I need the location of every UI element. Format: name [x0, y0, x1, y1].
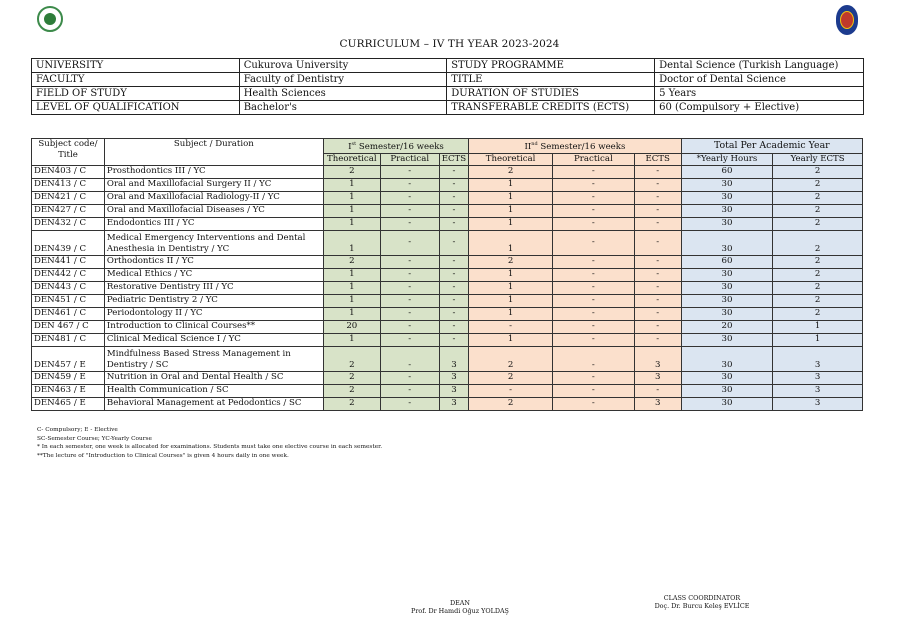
- subject-code: DEN427 / C: [32, 204, 105, 217]
- info-label: LEVEL OF QUALIFICATION: [32, 101, 240, 115]
- sem2-ects: 3: [634, 397, 681, 410]
- sem2-ects: -: [634, 281, 681, 294]
- table-row: [32, 255, 863, 268]
- sem1-ects: -: [439, 333, 468, 346]
- header-total: Total Per Academic Year: [681, 139, 862, 154]
- sem2-ects: -: [634, 384, 681, 397]
- subject-code: DEN 467 / C: [32, 320, 105, 333]
- subject-name: Clinical Medical Science I / YC: [104, 333, 323, 346]
- subject-code: DEN403 / C: [32, 165, 105, 178]
- table-row: [32, 268, 863, 281]
- yearly-ects: 3: [773, 346, 863, 371]
- info-row: [32, 101, 864, 115]
- table-row: [32, 333, 863, 346]
- subject-name: Endodontics III / YC: [104, 217, 323, 230]
- subject-code: DEN459 / E: [32, 371, 105, 384]
- info-row: [32, 59, 864, 73]
- university-seal-icon: [37, 6, 63, 32]
- sem1-theoretical: 1: [323, 294, 380, 307]
- yearly-hours: 30: [681, 397, 773, 410]
- yearly-ects: 2: [773, 268, 863, 281]
- table-row: [32, 230, 863, 255]
- sem2-practical: -: [552, 178, 634, 191]
- yearly-hours: 30: [681, 333, 773, 346]
- faculty-emblem-icon: [836, 5, 858, 35]
- info-label: DURATION OF STUDIES: [447, 87, 655, 101]
- info-label: STUDY PROGRAMME: [447, 59, 655, 73]
- header-theoretical-2: Theoretical: [469, 153, 553, 165]
- sem2-ects: -: [634, 333, 681, 346]
- sem1-ects: -: [439, 165, 468, 178]
- yearly-hours: 60: [681, 165, 773, 178]
- yearly-hours: 30: [681, 281, 773, 294]
- sem1-theoretical: 1: [323, 281, 380, 294]
- subject-name: Restorative Dentistry III / YC: [104, 281, 323, 294]
- yearly-hours: 30: [681, 268, 773, 281]
- sem1-theoretical: 1: [323, 178, 380, 191]
- subject-name: Oral and Maxillofacial Radiology-II / YC: [104, 191, 323, 204]
- sem1-theoretical: 2: [323, 255, 380, 268]
- header-practical-1: Practical: [380, 153, 439, 165]
- sem2-theoretical: 1: [469, 294, 553, 307]
- sem1-practical: -: [380, 204, 439, 217]
- sem2-ects: -: [634, 294, 681, 307]
- dean-title: DEAN: [450, 599, 470, 607]
- sem2-theoretical: 1: [469, 217, 553, 230]
- sem2-theoretical: 1: [469, 281, 553, 294]
- subject-name-line: Medical Emergency Interventions and Dental: [106, 232, 306, 243]
- subject-code: DEN441 / C: [32, 255, 105, 268]
- sem1-ects: -: [439, 307, 468, 320]
- subject-name: [104, 346, 323, 371]
- sem1-practical: -: [380, 178, 439, 191]
- subject-code: DEN442 / C: [32, 268, 105, 281]
- subject-code: DEN465 / E: [32, 397, 105, 410]
- table-row: [32, 307, 863, 320]
- sem1-ects: 3: [439, 397, 468, 410]
- yearly-ects: 2: [773, 217, 863, 230]
- subject-name: Nutrition in Oral and Dental Health / SC: [104, 371, 323, 384]
- sem1-practical: -: [380, 165, 439, 178]
- subject-code: DEN432 / C: [32, 217, 105, 230]
- sem1-ects: 3: [439, 371, 468, 384]
- info-value: Cukurova University: [239, 59, 447, 73]
- sem2-theoretical: 1: [469, 230, 553, 255]
- yearly-hours: 30: [681, 191, 773, 204]
- sem2-practical: -: [552, 346, 634, 371]
- sem2-practical: -: [552, 204, 634, 217]
- curriculum-table: [31, 138, 863, 411]
- yearly-hours: 30: [681, 230, 773, 255]
- sem2-practical: -: [552, 268, 634, 281]
- info-value: Dental Science (Turkish Language): [655, 59, 864, 73]
- yearly-ects: 3: [773, 397, 863, 410]
- sem2-theoretical: 2: [469, 165, 553, 178]
- sem2-practical: -: [552, 397, 634, 410]
- subject-code: DEN451 / C: [32, 294, 105, 307]
- yearly-ects: 2: [773, 281, 863, 294]
- sem1-practical: -: [380, 281, 439, 294]
- subject-name: Orthodontics II / YC: [104, 255, 323, 268]
- sem2-ects: -: [634, 191, 681, 204]
- info-value: Health Sciences: [239, 87, 447, 101]
- yearly-ects: 3: [773, 384, 863, 397]
- subject-name: Introduction to Clinical Courses**: [104, 320, 323, 333]
- yearly-hours: 30: [681, 204, 773, 217]
- footnotes: [37, 426, 382, 460]
- subject-name: Oral and Maxillofacial Surgery II / YC: [104, 178, 323, 191]
- info-value: Faculty of Dentistry: [239, 73, 447, 87]
- sem1-practical: -: [380, 397, 439, 410]
- subject-code: DEN457 / E: [32, 346, 105, 371]
- yearly-ects: 2: [773, 165, 863, 178]
- yearly-ects: 2: [773, 230, 863, 255]
- sem2-practical: -: [552, 191, 634, 204]
- subject-name: Oral and Maxillofacial Diseases / YC: [104, 204, 323, 217]
- yearly-ects: 3: [773, 371, 863, 384]
- sem2-theoretical: 1: [469, 333, 553, 346]
- sem1-ects: 3: [439, 346, 468, 371]
- sem2-theoretical: 1: [469, 307, 553, 320]
- sem1-theoretical: 2: [323, 346, 380, 371]
- table-row: [32, 165, 863, 178]
- sem2-ects: -: [634, 217, 681, 230]
- subject-code: DEN439 / C: [32, 230, 105, 255]
- sem1-ects: -: [439, 204, 468, 217]
- sem1-ects: -: [439, 230, 468, 255]
- sem2-practical: -: [552, 371, 634, 384]
- sem1-practical: -: [380, 320, 439, 333]
- subject-code: DEN463 / E: [32, 384, 105, 397]
- info-value: 60 (Compulsory + Elective): [655, 101, 864, 115]
- table-row: [32, 281, 863, 294]
- sem2-theoretical: 2: [469, 371, 553, 384]
- subject-name: Health Communication / SC: [104, 384, 323, 397]
- table-row: [32, 397, 863, 410]
- info-value: 5 Years: [655, 87, 864, 101]
- subject-name: Periodontology II / YC: [104, 307, 323, 320]
- sem1-theoretical: 2: [323, 397, 380, 410]
- sem2-ects: -: [634, 165, 681, 178]
- sem2-practical: -: [552, 294, 634, 307]
- yearly-ects: 2: [773, 178, 863, 191]
- info-row: [32, 73, 864, 87]
- subject-name: [104, 230, 323, 255]
- header-semester-2: IInd Semester/16 weeks: [469, 139, 681, 154]
- sem1-theoretical: 2: [323, 371, 380, 384]
- sem2-practical: -: [552, 230, 634, 255]
- sem1-practical: -: [380, 217, 439, 230]
- sem2-practical: -: [552, 384, 634, 397]
- yearly-ects: 2: [773, 204, 863, 217]
- info-label: TITLE: [447, 73, 655, 87]
- table-row: [32, 217, 863, 230]
- sem1-practical: -: [380, 307, 439, 320]
- sem2-practical: -: [552, 333, 634, 346]
- sem2-ects: 3: [634, 346, 681, 371]
- sem1-theoretical: 1: [323, 307, 380, 320]
- sem2-theoretical: 2: [469, 397, 553, 410]
- sem1-ects: -: [439, 320, 468, 333]
- yearly-hours: 30: [681, 384, 773, 397]
- sem2-ects: -: [634, 268, 681, 281]
- sem1-practical: -: [380, 294, 439, 307]
- subject-name: Behavioral Management at Pedodontics / SC: [104, 397, 323, 410]
- subject-name: Prosthodontics III / YC: [104, 165, 323, 178]
- header-subject: Subject / Duration: [104, 139, 323, 166]
- programme-info-table: [31, 58, 864, 115]
- info-value: Doctor of Dental Science: [655, 73, 864, 87]
- sem1-ects: -: [439, 191, 468, 204]
- sem1-ects: -: [439, 281, 468, 294]
- subject-code: DEN421 / C: [32, 191, 105, 204]
- sem1-practical: -: [380, 346, 439, 371]
- header-yearly-hours: *Yearly Hours: [681, 153, 773, 165]
- sem1-ects: 3: [439, 384, 468, 397]
- sem2-practical: -: [552, 165, 634, 178]
- table-row: [32, 204, 863, 217]
- table-row: [32, 294, 863, 307]
- sem1-theoretical: 1: [323, 191, 380, 204]
- sem1-ects: -: [439, 255, 468, 268]
- sem1-ects: -: [439, 178, 468, 191]
- yearly-ects: 2: [773, 307, 863, 320]
- header-ects-1: ECTS: [439, 153, 468, 165]
- sem1-practical: -: [380, 384, 439, 397]
- sem1-practical: -: [380, 230, 439, 255]
- table-row: [32, 371, 863, 384]
- sem1-practical: -: [380, 191, 439, 204]
- sem1-practical: -: [380, 371, 439, 384]
- yearly-hours: 30: [681, 217, 773, 230]
- sem1-theoretical: 1: [323, 333, 380, 346]
- header-semester-1: Ist Semester/16 weeks: [323, 139, 468, 154]
- info-row: [32, 87, 864, 101]
- yearly-ects: 2: [773, 191, 863, 204]
- yearly-hours: 30: [681, 294, 773, 307]
- sem2-theoretical: -: [469, 384, 553, 397]
- table-row: [32, 320, 863, 333]
- sem2-ects: -: [634, 178, 681, 191]
- sem1-theoretical: 1: [323, 217, 380, 230]
- yearly-hours: 30: [681, 178, 773, 191]
- yearly-ects: 2: [773, 255, 863, 268]
- subject-code: DEN413 / C: [32, 178, 105, 191]
- sem2-practical: -: [552, 307, 634, 320]
- sem1-ects: -: [439, 268, 468, 281]
- sem1-theoretical: 1: [323, 230, 380, 255]
- table-row: [32, 178, 863, 191]
- info-label: TRANSFERABLE CREDITS (ECTS): [447, 101, 655, 115]
- sem1-theoretical: 1: [323, 268, 380, 281]
- header-practical-2: Practical: [552, 153, 634, 165]
- yearly-hours: 30: [681, 346, 773, 371]
- footnote-line: SC-Semester Course; YC-Yearly Course: [37, 435, 152, 442]
- sem2-practical: -: [552, 217, 634, 230]
- sem2-theoretical: 1: [469, 191, 553, 204]
- info-label: FACULTY: [32, 73, 240, 87]
- sem2-practical: -: [552, 255, 634, 268]
- yearly-hours: 60: [681, 255, 773, 268]
- sem2-theoretical: 1: [469, 268, 553, 281]
- sem2-ects: -: [634, 255, 681, 268]
- header-theoretical-1: Theoretical: [323, 153, 380, 165]
- subject-name: Medical Ethics / YC: [104, 268, 323, 281]
- sem2-theoretical: 2: [469, 255, 553, 268]
- sem2-practical: -: [552, 320, 634, 333]
- dean-signature: [400, 599, 520, 615]
- sem1-theoretical: 2: [323, 384, 380, 397]
- header-subject-code: Subject code/ Title: [32, 139, 105, 166]
- coordinator-name: Doç. Dr. Burcu Keleş EVLİCE: [654, 602, 750, 610]
- subject-name: Pediatric Dentistry 2 / YC: [104, 294, 323, 307]
- table-row: [32, 346, 863, 371]
- subject-code: DEN443 / C: [32, 281, 105, 294]
- yearly-ects: 2: [773, 294, 863, 307]
- subject-code: DEN481 / C: [32, 333, 105, 346]
- subject-name-line: Mindfulness Based Stress Management in: [106, 348, 291, 359]
- yearly-ects: 1: [773, 320, 863, 333]
- subject-code: DEN461 / C: [32, 307, 105, 320]
- subject-name-line: Anesthesia in Dentistry / YC: [106, 243, 230, 254]
- sem1-practical: -: [380, 268, 439, 281]
- coordinator-signature: [637, 594, 767, 610]
- sem2-theoretical: 1: [469, 178, 553, 191]
- sem2-practical: -: [552, 281, 634, 294]
- sem2-ects: -: [634, 204, 681, 217]
- subject-name-line: Dentistry / SC: [106, 359, 169, 370]
- sem1-theoretical: 20: [323, 320, 380, 333]
- sem2-ects: -: [634, 307, 681, 320]
- dean-name: Prof. Dr Hamdi Oğuz YOLDAŞ: [411, 607, 509, 615]
- info-label: FIELD OF STUDY: [32, 87, 240, 101]
- sem1-theoretical: 2: [323, 165, 380, 178]
- yearly-hours: 20: [681, 320, 773, 333]
- sem1-practical: -: [380, 333, 439, 346]
- yearly-ects: 1: [773, 333, 863, 346]
- sem2-theoretical: -: [469, 320, 553, 333]
- sem1-theoretical: 1: [323, 204, 380, 217]
- footnote-line: **The lecture of "Introduction to Clinical Courses" is given 4 hours daily in one week.: [37, 452, 289, 459]
- header-ects-2: ECTS: [634, 153, 681, 165]
- info-label: UNIVERSITY: [32, 59, 240, 73]
- page-title: CURRICULUM – IV TH YEAR 2023-2024: [339, 38, 560, 50]
- info-value: Bachelor's: [239, 101, 447, 115]
- sem2-ects: 3: [634, 371, 681, 384]
- sem2-theoretical: 2: [469, 346, 553, 371]
- sem1-practical: -: [380, 255, 439, 268]
- table-row: [32, 384, 863, 397]
- coordinator-title: CLASS COORDINATOR: [663, 594, 741, 602]
- yearly-hours: 30: [681, 371, 773, 384]
- sem1-ects: -: [439, 294, 468, 307]
- table-row: [32, 191, 863, 204]
- sem2-ects: -: [634, 320, 681, 333]
- sem1-ects: -: [439, 217, 468, 230]
- header-yearly-ects: Yearly ECTS: [773, 153, 863, 165]
- footnote-line: * In each semester, one week is allocated for examinations. Students must take one elective course in each semester.: [37, 444, 383, 451]
- yearly-hours: 30: [681, 307, 773, 320]
- sem2-theoretical: 1: [469, 204, 553, 217]
- sem2-ects: -: [634, 230, 681, 255]
- footnote-line: C- Compulsory; E - Elective: [37, 427, 118, 433]
